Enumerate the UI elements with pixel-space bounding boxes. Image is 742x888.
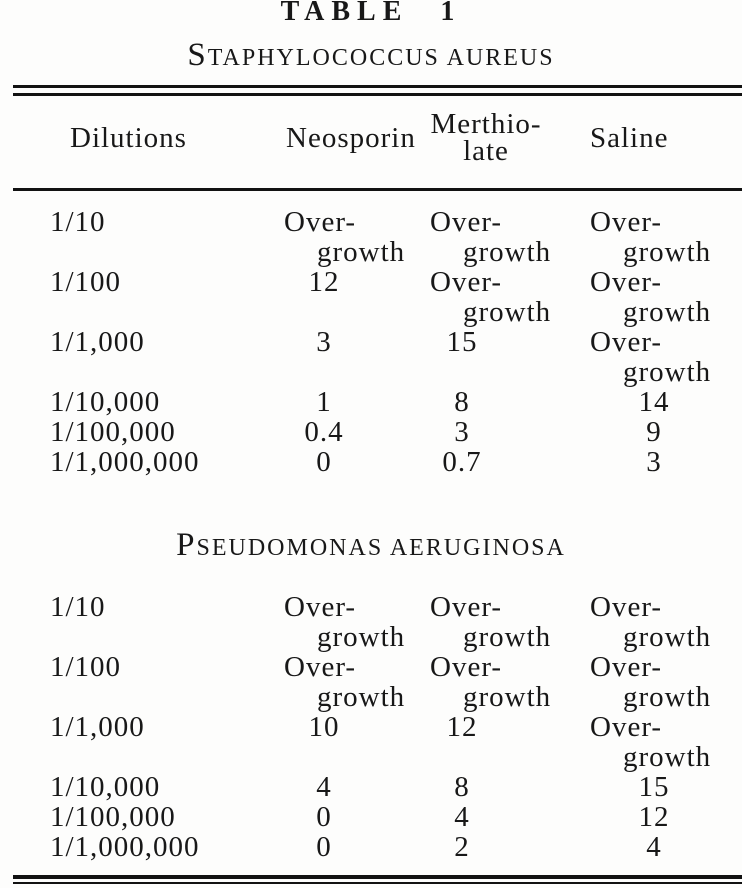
dilution-cell: 1/10,000 (50, 386, 161, 418)
neosporin-value-cell (284, 712, 430, 772)
neosporin-value-cell (284, 447, 430, 477)
count-value: 15 (638, 771, 670, 803)
count-value: 12 (446, 711, 478, 743)
dilution-cell: 1/1,000,000 (50, 831, 200, 863)
section-heading-pseudomonas-aeruginosa (0, 528, 742, 568)
table-row (0, 447, 742, 477)
neosporin-value-cell (284, 802, 430, 832)
header-bottom-rule (13, 188, 742, 191)
dilution-cell: 1/1,000 (50, 326, 145, 358)
column-header-merthiolate (424, 108, 548, 167)
saline-value-cell (590, 832, 742, 862)
dilution-cell: 1/10,000 (50, 771, 161, 803)
saline-value-cell (590, 417, 742, 447)
count-value: 14 (638, 386, 670, 418)
saline-value-cell (590, 772, 742, 802)
overgrowth-line1: Over- (430, 651, 503, 683)
merthiolate-value-cell (430, 327, 590, 387)
column-header-merthiolate-line2: late (463, 135, 509, 167)
overgrowth-line2: growth (623, 681, 712, 713)
overgrowth-line1: Over- (590, 651, 663, 683)
table-row (0, 772, 742, 802)
saline-value-cell (590, 327, 742, 387)
count-value: 12 (638, 801, 670, 833)
neosporin-value-cell (284, 772, 430, 802)
merthiolate-value-cell (430, 772, 590, 802)
overgrowth-line1: Over- (590, 326, 663, 358)
merthiolate-value-cell (430, 207, 590, 267)
dilution-cell: 1/10 (50, 206, 106, 238)
neosporin-value-cell (284, 417, 430, 447)
table-row (0, 417, 742, 447)
overgrowth-line1: Over- (284, 591, 357, 623)
organism-rest: TAPHYLOCOCCUS AUREUS (207, 45, 555, 71)
overgrowth-line2: growth (317, 681, 406, 713)
table-row (0, 592, 742, 652)
overgrowth-line2: growth (623, 621, 712, 653)
count-value: 0 (316, 801, 332, 833)
merthiolate-value-cell (430, 417, 590, 447)
count-value: 9 (646, 416, 662, 448)
count-value: 4 (646, 831, 662, 863)
saline-value-cell (590, 802, 742, 832)
count-value: 4 (454, 801, 470, 833)
count-value: 3 (646, 446, 662, 478)
overgrowth-line2: growth (623, 741, 712, 773)
overgrowth-line1: Over- (284, 651, 357, 683)
organism-rest: SEUDOMONAS AERUGINOSA (196, 535, 566, 561)
count-value: 10 (308, 711, 340, 743)
saline-value-cell (590, 592, 742, 652)
table-row (0, 832, 742, 862)
merthiolate-value-cell (430, 447, 590, 477)
count-value: 3 (454, 416, 470, 448)
count-value: 8 (454, 386, 470, 418)
table-row (0, 712, 742, 772)
column-header-neosporin: Neosporin (286, 122, 416, 154)
overgrowth-line1: Over- (430, 266, 503, 298)
overgrowth-line2: growth (317, 236, 406, 268)
dilution-cell: 1/100 (50, 651, 122, 683)
dilution-cell: 1/100 (50, 266, 122, 298)
overgrowth-line1: Over- (590, 591, 663, 623)
dilution-cell: 1/1,000 (50, 711, 145, 743)
table-title: TABLE 1 (280, 0, 462, 27)
top-double-rule (13, 85, 742, 96)
merthiolate-value-cell (430, 267, 590, 327)
count-value: 15 (446, 326, 478, 358)
column-header-merthiolate-line1: Merthio- (430, 108, 542, 140)
overgrowth-line2: growth (463, 681, 552, 713)
staphylococcus-aureus-rows (0, 207, 742, 477)
dilution-cell: 1/100,000 (50, 416, 176, 448)
table-row (0, 387, 742, 417)
overgrowth-line2: growth (463, 296, 552, 328)
section-heading-staphylococcus-aureus (0, 38, 742, 78)
table-row (0, 802, 742, 832)
bottom-double-rule (13, 875, 742, 884)
pseudomonas-aeruginosa-rows (0, 592, 742, 862)
table-row (0, 327, 742, 387)
column-header-dilutions: Dilutions (70, 122, 187, 154)
merthiolate-value-cell (430, 387, 590, 417)
count-value: 4 (316, 771, 332, 803)
count-value: 0 (316, 446, 332, 478)
neosporin-value-cell (284, 652, 430, 712)
table-header-row (0, 98, 742, 178)
neosporin-value-cell (284, 592, 430, 652)
count-value: 3 (316, 326, 332, 358)
count-value: 0.4 (304, 416, 344, 448)
merthiolate-value-cell (430, 802, 590, 832)
overgrowth-line1: Over- (284, 206, 357, 238)
dilution-cell: 1/1,000,000 (50, 446, 200, 478)
count-value: 0.7 (442, 446, 482, 478)
overgrowth-line2: growth (463, 236, 552, 268)
saline-value-cell (590, 267, 742, 327)
overgrowth-line1: Over- (590, 206, 663, 238)
neosporin-value-cell (284, 207, 430, 267)
overgrowth-line2: growth (463, 621, 552, 653)
overgrowth-line1: Over- (590, 711, 663, 743)
overgrowth-line1: Over- (590, 266, 663, 298)
saline-value-cell (590, 447, 742, 477)
merthiolate-value-cell (430, 592, 590, 652)
merthiolate-value-cell (430, 712, 590, 772)
overgrowth-line2: growth (623, 296, 712, 328)
count-value: 2 (454, 831, 470, 863)
count-value: 12 (308, 266, 340, 298)
count-value: 0 (316, 831, 332, 863)
overgrowth-line1: Over- (430, 591, 503, 623)
dilution-cell: 1/100,000 (50, 801, 176, 833)
overgrowth-line2: growth (623, 356, 712, 388)
organism-initial: S (187, 37, 208, 73)
organism-initial: P (176, 527, 197, 563)
table-row (0, 267, 742, 327)
overgrowth-line2: growth (317, 621, 406, 653)
merthiolate-value-cell (430, 652, 590, 712)
neosporin-value-cell (284, 832, 430, 862)
table-row (0, 652, 742, 712)
merthiolate-value-cell (430, 832, 590, 862)
neosporin-value-cell (284, 327, 430, 387)
count-value: 1 (316, 386, 332, 418)
neosporin-value-cell (284, 267, 430, 327)
dilution-cell: 1/10 (50, 591, 106, 623)
overgrowth-line2: growth (623, 236, 712, 268)
saline-value-cell (590, 712, 742, 772)
column-header-saline: Saline (590, 122, 669, 154)
overgrowth-line1: Over- (430, 206, 503, 238)
saline-value-cell (590, 652, 742, 712)
count-value: 8 (454, 771, 470, 803)
table-row (0, 207, 742, 267)
neosporin-value-cell (284, 387, 430, 417)
saline-value-cell (590, 207, 742, 267)
saline-value-cell (590, 387, 742, 417)
